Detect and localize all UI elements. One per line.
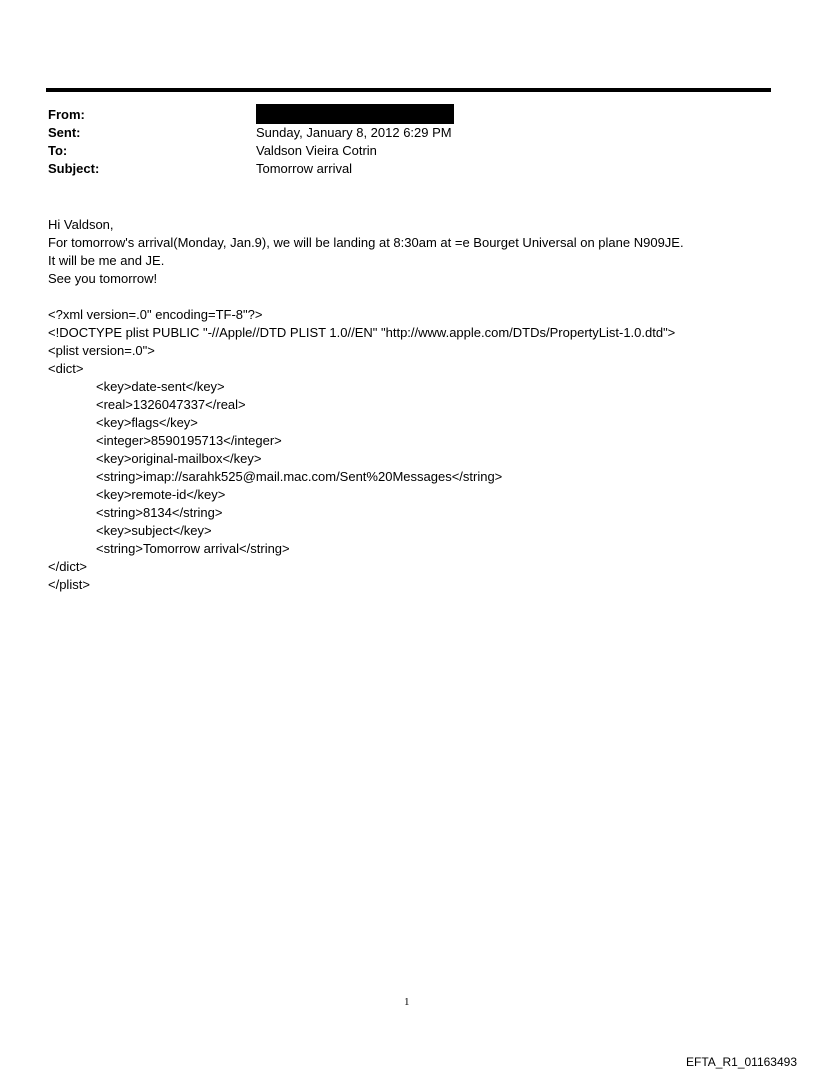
xml-entry: <key>date-sent</key> xyxy=(96,379,225,394)
xml-entry: <real>1326047337</real> xyxy=(96,397,246,412)
page-number: 1 xyxy=(404,996,410,1008)
from-label: From: xyxy=(48,107,85,122)
body-line-1: For tomorrow's arrival(Monday, Jan.9), we will be landing at 8:30am at =e Bourget Universal on plane N909JE. xyxy=(48,235,684,250)
xml-doctype: <!DOCTYPE plist PUBLIC "-//Apple//DTD PLIST 1.0//EN" "http://www.apple.com/DTDs/PropertyList-1.0.dtd"> xyxy=(48,325,676,340)
xml-entry: <key>original-mailbox</key> xyxy=(96,451,262,466)
header-rule xyxy=(46,88,771,92)
xml-entry: <string>Tomorrow arrival</string> xyxy=(96,541,290,556)
to-value: Valdson Vieira Cotrin xyxy=(256,143,377,158)
redacted-sender xyxy=(256,104,454,124)
xml-entry: <integer>8590195713</integer> xyxy=(96,433,282,448)
body-greeting: Hi Valdson, xyxy=(48,217,114,232)
xml-dict-close: </dict> xyxy=(48,559,88,574)
xml-entry: <string>imap://sarahk525@mail.mac.com/Sent%20Messages</string> xyxy=(96,469,503,484)
subject-label: Subject: xyxy=(48,161,100,176)
xml-entry: <key>remote-id</key> xyxy=(96,487,226,502)
xml-declaration: <?xml version=.0" encoding=TF-8"?> xyxy=(48,307,263,322)
body-line-3: See you tomorrow! xyxy=(48,271,158,286)
xml-entry: <string>8134</string> xyxy=(96,505,223,520)
xml-entry: <key>flags</key> xyxy=(96,415,198,430)
sent-label: Sent: xyxy=(48,125,81,140)
xml-entry: <key>subject</key> xyxy=(96,523,212,538)
xml-plist-close: </plist> xyxy=(48,577,90,592)
xml-dict-open: <dict> xyxy=(48,361,84,376)
body-line-2: It will be me and JE. xyxy=(48,253,165,268)
subject-value: Tomorrow arrival xyxy=(256,161,353,176)
to-label: To: xyxy=(48,143,68,158)
document-id: EFTA_R1_01163493 xyxy=(686,1055,797,1069)
sent-value: Sunday, January 8, 2012 6:29 PM xyxy=(256,125,452,140)
xml-plist-open: <plist version=.0"> xyxy=(48,343,155,358)
